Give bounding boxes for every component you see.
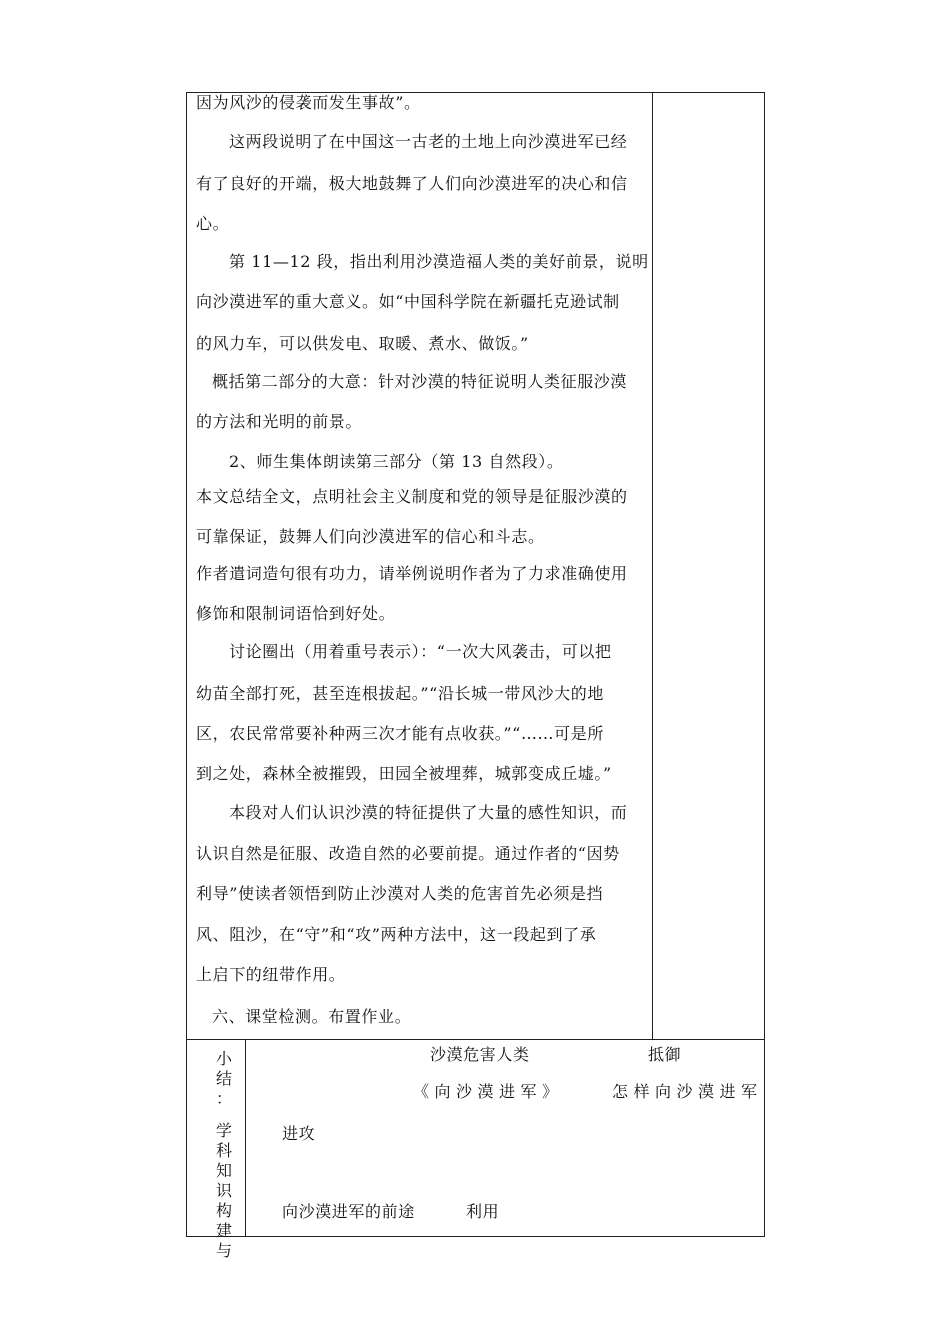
text-line: 向沙漠进军的重大意义。如“中国科学院在新疆托克逊试制 bbox=[196, 292, 620, 311]
text-line: 讨论圈出（用着重号表示）：“一次大风袭击，可以把 bbox=[229, 642, 612, 661]
text-line: 利导”使读者领悟到防止沙漠对人类的危害首先必须是挡 bbox=[196, 884, 604, 903]
text-line: 幼苗全部打死，甚至连根拔起。”“沿长城一带风沙大的地 bbox=[196, 684, 604, 703]
how-label: 怎样向沙漠进军 bbox=[612, 1082, 763, 1101]
row-divider bbox=[186, 1039, 765, 1040]
text-line: 这两段说明了在中国这一古老的土地上向沙漠进军已经 bbox=[229, 132, 628, 151]
text-line: 的方法和光明的前景。 bbox=[196, 412, 363, 431]
text-line: 修饰和限制词语恰到好处。 bbox=[196, 604, 396, 623]
column-divider bbox=[652, 92, 653, 1040]
text-line: 六、课堂检测。布置作业。 bbox=[212, 1007, 412, 1026]
text-line: 的风力车，可以供发电、取暖、煮水、做饭。” bbox=[196, 334, 529, 353]
harm-label: 沙漠危害人类 bbox=[430, 1045, 530, 1064]
text-line: 作者遣词造句很有功力，请举例说明作者为了力求准确使用 bbox=[196, 564, 628, 583]
text-line: 风、阻沙，在“守”和“攻”两种方法中，这一段起到了承 bbox=[196, 925, 597, 944]
text-line: 第 11—12 段，指出利用沙漠造福人类的美好前景，说明 bbox=[229, 252, 649, 271]
resist-label: 抵御 bbox=[648, 1045, 682, 1064]
text-line: 概括第二部分的大意：针对沙漠的特征说明人类征服沙漠 bbox=[212, 372, 628, 391]
text-line: 可靠保证，鼓舞人们向沙漠进军的信心和斗志。 bbox=[196, 527, 545, 546]
future-label: 向沙漠进军的前途 bbox=[282, 1202, 415, 1221]
lesson-title: 《向沙漠进军》 bbox=[413, 1082, 564, 1101]
text-line: 本段对人们认识沙漠的特征提供了大量的感性知识，而 bbox=[229, 803, 628, 822]
use-label: 利用 bbox=[466, 1202, 500, 1221]
text-line: 本文总结全文，点明社会主义制度和党的领导是征服沙漠的 bbox=[196, 487, 628, 506]
text-line: 上启下的纽带作用。 bbox=[196, 965, 346, 984]
label-column-divider bbox=[245, 1039, 246, 1237]
text-line: 因为风沙的侵袭而发生事故”。 bbox=[196, 93, 421, 112]
summary-side-label: 小 结 ： 学 科 知 识 构 建 与 bbox=[215, 1049, 232, 1260]
text-line: 心。 bbox=[196, 214, 230, 233]
text-line: 认识自然是征服、改造自然的必要前提。通过作者的“因势 bbox=[196, 844, 620, 863]
attack-label: 进攻 bbox=[282, 1124, 316, 1143]
text-line: 有了良好的开端，极大地鼓舞了人们向沙漠进军的决心和信 bbox=[196, 174, 628, 193]
text-line: 到之处，森林全被摧毁，田园全被埋葬，城郭变成丘墟。” bbox=[196, 764, 612, 783]
text-line: 区，农民常常要补种两三次才能有点收获。”“……可是所 bbox=[196, 724, 604, 743]
text-line: 2、师生集体朗读第三部分（第 13 自然段）。 bbox=[229, 452, 564, 471]
